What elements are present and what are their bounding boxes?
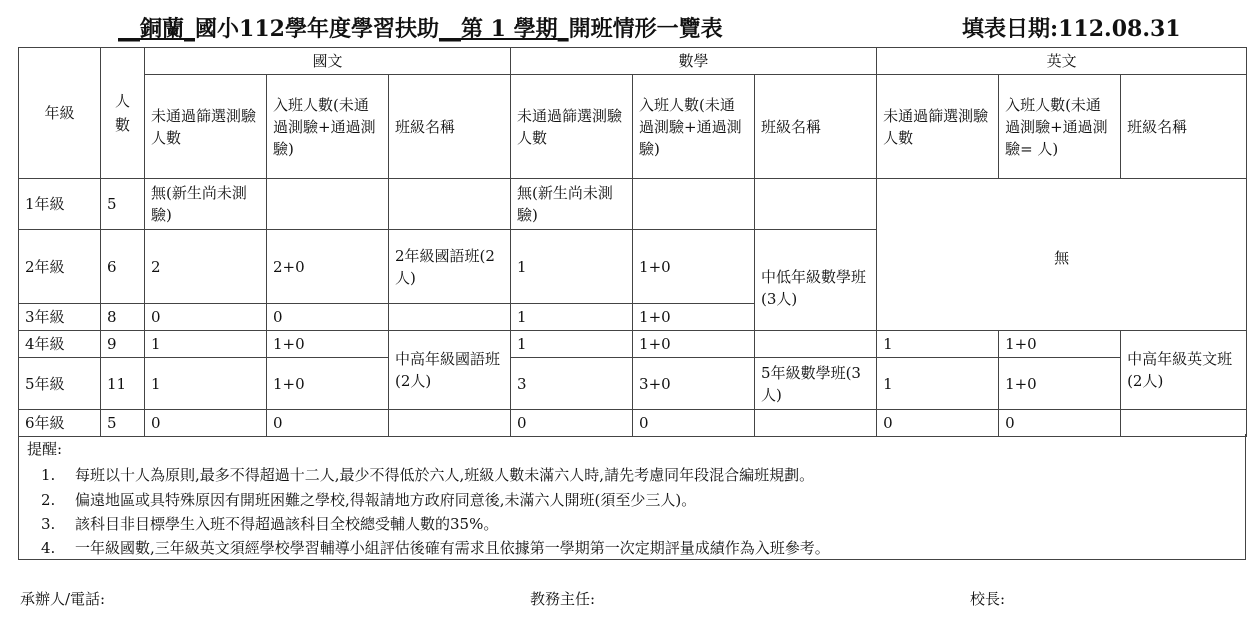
- ma-fail-cell: 0: [511, 410, 633, 437]
- header-ma-class: 班級名稱: [755, 75, 877, 179]
- en-enroll-cell: 1+0: [999, 331, 1121, 358]
- ch-enroll-cell: [267, 179, 389, 230]
- title-prefix: 國小112學年度學習扶助: [195, 16, 439, 42]
- header-en-enroll: 入班人數(未通過測驗+通過測驗= 人): [999, 75, 1121, 179]
- grade-cell: 1年級: [19, 179, 101, 230]
- ma-fail-cell: 1: [511, 230, 633, 304]
- notes-box: [18, 434, 1246, 560]
- header-english: 英文: [877, 48, 1247, 75]
- header-chinese: 國文: [145, 48, 511, 75]
- grade-cell: 5年級: [19, 358, 101, 410]
- table-row: [19, 410, 1247, 437]
- header-people: 人數: [101, 48, 145, 179]
- en-enroll-cell: 1+0: [999, 358, 1121, 410]
- note-item: 1. 每班以十人為原則,最多不得超過十二人,最少不得低於六人,班級人數未滿六人時,請先考慮同年段混合編班規劃。: [41, 466, 815, 484]
- header-math: 數學: [511, 48, 877, 75]
- ma-enroll-cell: 1+0: [633, 331, 755, 358]
- grade-cell: 6年級: [19, 410, 101, 437]
- ma-enroll-cell: [633, 179, 755, 230]
- en-none-cell: 無: [877, 179, 1247, 331]
- ch-enroll-cell: 1+0: [267, 358, 389, 410]
- ma-enroll-cell: 1+0: [633, 304, 755, 331]
- school-name: 銅蘭: [140, 16, 185, 42]
- people-cell: 11: [101, 358, 145, 410]
- ch-enroll-cell: 0: [267, 410, 389, 437]
- header-ch-class: 班級名稱: [389, 75, 511, 179]
- ch-fail-cell: 0: [145, 410, 267, 437]
- ch-enroll-cell: 2+0: [267, 230, 389, 304]
- ma-class-cell: 5年級數學班(3人): [755, 358, 877, 410]
- people-cell: 9: [101, 331, 145, 358]
- table-row: [19, 331, 1247, 358]
- director-label: 教務主任:: [530, 590, 596, 608]
- ma-enroll-cell: 0: [633, 410, 755, 437]
- en-class-high-cell: 中高年級英文班(2人): [1121, 331, 1247, 410]
- ch-class-cell: 2年級國語班(2人): [389, 230, 511, 304]
- ch-enroll-cell: 1+0: [267, 331, 389, 358]
- en-fail-cell: 1: [877, 358, 999, 410]
- document-title: [0, 12, 1260, 46]
- ma-fail-cell: 3: [511, 358, 633, 410]
- notes-heading: 提醒:: [27, 440, 63, 458]
- ma-class-low-cell: 中低年級數學班(3人): [755, 230, 877, 331]
- ch-fail-cell: 無(新生尚未測驗): [145, 179, 267, 230]
- header-en-fail: 未通過篩選測驗人數: [877, 75, 999, 179]
- ch-class-cell: [389, 179, 511, 230]
- en-fail-cell: 0: [877, 410, 999, 437]
- ma-class-cell: [755, 179, 877, 230]
- title-suffix: 開班情形一覽表: [568, 16, 723, 42]
- ch-fail-cell: 0: [145, 304, 267, 331]
- ma-class-cell: [755, 410, 877, 437]
- ma-enroll-cell: 1+0: [633, 230, 755, 304]
- ch-fail-cell: 2: [145, 230, 267, 304]
- ch-class-cell: [389, 304, 511, 331]
- ch-enroll-cell: 0: [267, 304, 389, 331]
- contact-label: 承辦人/電話:: [20, 590, 106, 608]
- people-cell: 6: [101, 230, 145, 304]
- table-row: [19, 358, 1247, 410]
- header-ma-fail: 未通過篩選測驗人數: [511, 75, 633, 179]
- header-en-class: 班級名稱: [1121, 75, 1247, 179]
- note-item: 2. 偏遠地區或具特殊原因有開班困難之學校,得報請地方政府同意後,未滿六人開班(須至少三人)。: [41, 491, 697, 509]
- en-enroll-cell: 0: [999, 410, 1121, 437]
- grade-cell: 3年級: [19, 304, 101, 331]
- grade-cell: 4年級: [19, 331, 101, 358]
- semester: 第 1 學期: [460, 16, 558, 42]
- class-table: [18, 47, 1247, 437]
- en-fail-cell: 1: [877, 331, 999, 358]
- header-ch-enroll: 入班人數(未通過測驗+通過測驗): [267, 75, 389, 179]
- people-cell: 8: [101, 304, 145, 331]
- header-grade: 年級: [19, 48, 101, 179]
- header-ch-fail: 未通過篩選測驗人數: [145, 75, 267, 179]
- header-ma-enroll: 入班人數(未通過測驗+通過測驗): [633, 75, 755, 179]
- ch-fail-cell: 1: [145, 331, 267, 358]
- people-cell: 5: [101, 179, 145, 230]
- ma-fail-cell: 1: [511, 331, 633, 358]
- title-main: __銅蘭_國小112學年度學習扶助__第 1 學期_開班情形一覽表: [118, 16, 723, 42]
- principal-label: 校長:: [970, 590, 1006, 608]
- fill-date: 填表日期:112.08.31: [962, 16, 1181, 42]
- table-row: [19, 179, 1247, 230]
- note-item: 3. 該科目非目標學生入班不得超過該科目全校總受輔人數的35%。: [41, 515, 499, 533]
- ch-class-high-cell: 中高年級國語班(2人): [389, 331, 511, 410]
- ch-fail-cell: 1: [145, 358, 267, 410]
- en-class-cell: [1121, 410, 1247, 437]
- ma-fail-cell: 無(新生尚未測驗): [511, 179, 633, 230]
- ch-class-cell: [389, 410, 511, 437]
- ma-class-cell: [755, 331, 877, 358]
- note-item: 4. 一年級國數,三年級英文須經學校學習輔導小組評估後確有需求且依據第一學期第一次定期評量成績作為入班參考。: [41, 539, 830, 557]
- ma-fail-cell: 1: [511, 304, 633, 331]
- ma-enroll-cell: 3+0: [633, 358, 755, 410]
- grade-cell: 2年級: [19, 230, 101, 304]
- people-cell: 5: [101, 410, 145, 437]
